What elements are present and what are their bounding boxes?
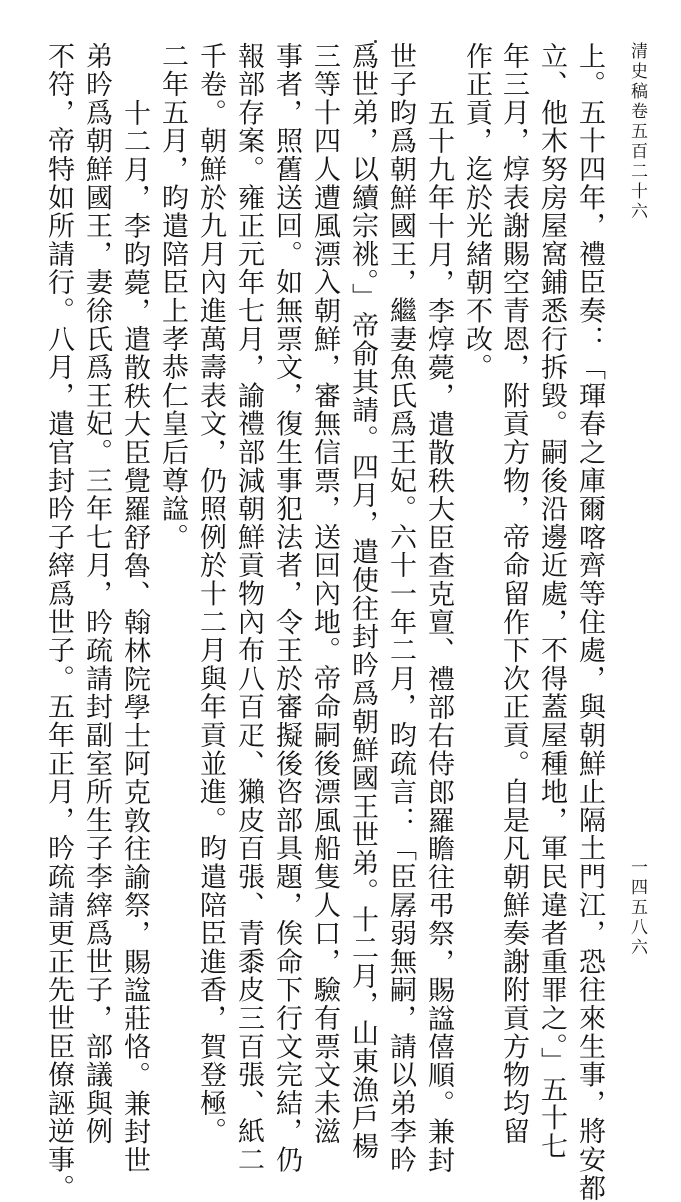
page-number: 一四五八六 xyxy=(627,858,647,958)
text-column-7: 爲世弟，以續宗祧。」帝俞其請。四月，遣使往封昑爲朝鮮國王世弟。十二月，山東漁戶楊 xyxy=(347,42,378,1161)
text-column-11: 千卷。朝鮮於九月內進萬壽表文，仍照例於十二月與年貢並進。昀遣陪臣進香，賀登極。 xyxy=(195,42,226,1146)
text-column-13: 十二月，李昀薨，遣散秩大臣覺羅舒魯、翰林院學士阿克敦往諭祭，賜諡莊恪。兼封世 xyxy=(119,99,150,1175)
running-head: 清史稿卷五百二十六 xyxy=(627,42,647,222)
text-column-14: 弟昑爲朝鮮國王，妻徐氏爲王妃。三年七月，昑疏請封副室所生子李縡爲世子，部議與例 xyxy=(81,42,112,1146)
text-column-3: 年三月，焞表謝賜空青恩，附貢方物，帝命留作下次正貢。自是凡朝鮮奏謝附貢方物均留 xyxy=(498,42,529,1146)
text-column-6: 世子昀爲朝鮮國王，繼妻魚氏爲王妃。六十一年二月，昀疏言：「臣孱弱無嗣，請以弟李昑 xyxy=(385,42,416,1174)
text-column-1: 上。五十四年，禮臣奏：「琿春之庫爾喀齊等住處，與朝鮮止隔土門江，恐往來生事，將安都 xyxy=(574,42,605,1202)
text-column-4: 作正貢，迄於光緒朝不改。 xyxy=(461,42,492,382)
text-column-2: 立、他木努房屋窩鋪悉行拆毀。嗣後沿邊近處，不得蓋屋種地，軍民違者重罪之。」五十七 xyxy=(536,42,567,1161)
text-column-9: 事者，照舊送回。如無票文，復生事犯法者，令王於審擬後咨部具題，俟命下行文完結，仍 xyxy=(271,42,302,1174)
text-column-12: 二年五月，昀遣陪臣上孝恭仁皇后尊諡。 xyxy=(157,42,188,552)
text-column-5: 五十九年十月，李焞薨，遣散秩大臣查克亶、禮部右侍郎羅瞻往弔祭，賜諡僖順。兼封 xyxy=(423,99,454,1175)
text-column-8: 三等十四人遭風漂入朝鮮，審無信票，送回內地。帝命嗣後漂風船隻人口，驗有票文未滋 xyxy=(309,42,340,1146)
text-column-15: 不符，帝特如所請行。八月，遣官封昑子縡爲世子。五年正月，昑疏請更正先世臣僚誣逆事。 xyxy=(43,42,74,1202)
text-column-10: 報部存案。雍正元年七月，諭禮部減朝鮮貢物內布八百疋、獺皮百張、青黍皮三百張、紙二 xyxy=(233,42,264,1174)
